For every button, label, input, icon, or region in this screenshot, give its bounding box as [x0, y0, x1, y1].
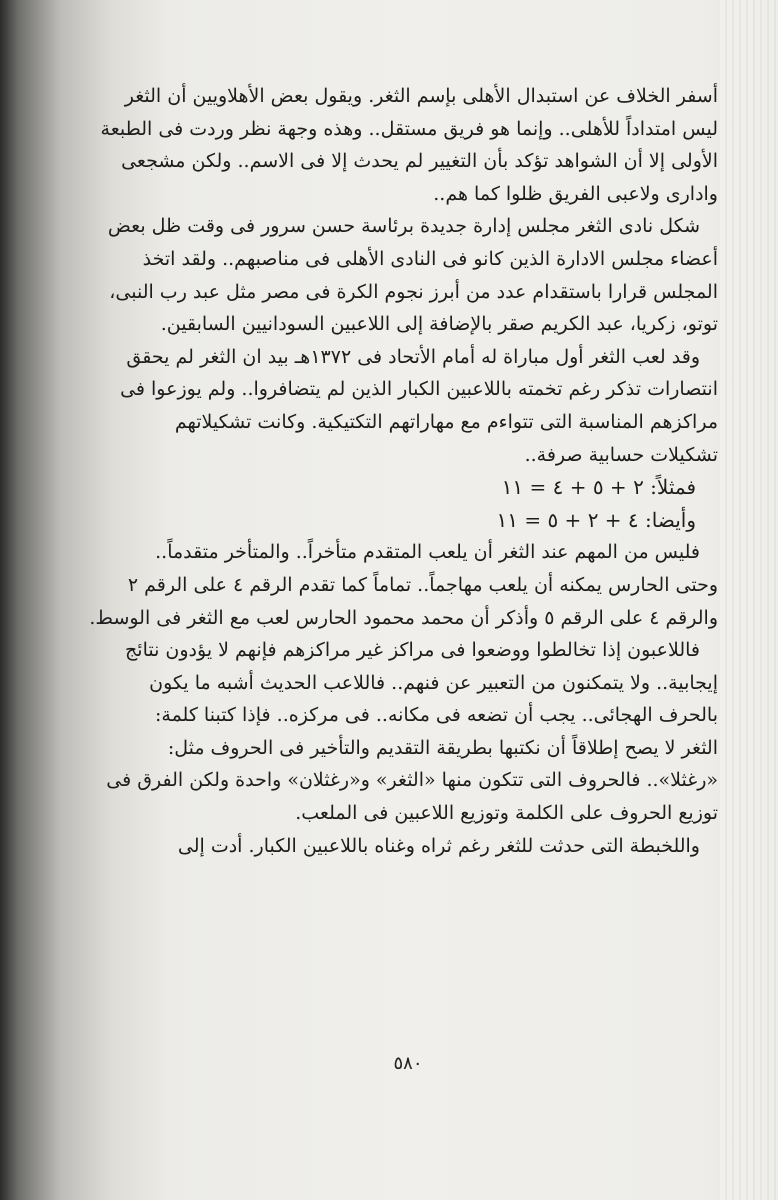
text-line: بالحرف الهجائى.. يجب أن تضعه فى مكانه.. فى مركزه.. فإذا كتبنا كلمة: [154, 704, 718, 727]
text-line: شكل نادى الثغر مجلس إدارة جديدة برئاسة حسن سرور فى وقت ظل بعض [107, 215, 700, 238]
text-line: فاللاعبون إذا تخالطوا ووضعوا فى مراكز غير مراكزهم فإنهم لا يؤدون نتائج [125, 639, 700, 662]
text-line: وقد لعب الثغر أول مباراة له أمام الأتحاد فى ١٣٧٢هـ بيد ان الثغر لم يحقق [126, 345, 700, 368]
text-line: توزيع الحروف على الكلمة وتوزيع اللاعبين فى الملعب. [295, 802, 718, 825]
equation-line: وأيضا: ٤ + ٢ + ٥ = ١١ [496, 507, 696, 532]
equation-line: فمثلاً: ٢ + ٥ + ٤ = ١١ [501, 475, 696, 500]
text-line: مراكزهم المناسبة التى تتواءم مع مهاراتهم التكتيكية. وكانت تشكيلاتهم [174, 410, 718, 433]
text-line: انتصارات تذكر رغم تخمته باللاعبين الكبار الذين لم يتضافروا.. ولم يوزعوا فى [120, 378, 718, 401]
text-line: أسفر الخلاف عن استبدال الأهلى بإسم الثغر. ويقول بعض الأهلاويين أن الثغر [124, 85, 718, 107]
text-line: فليس من المهم عند الثغر أن يلعب المتقدم متأخراً.. والمتأخر متقدماً.. [155, 541, 700, 564]
text-line: إيجابية.. ولا يتمكنون من التعبير عن فنهم.. فاللاعب الحديث أشبه ما يكون [149, 671, 718, 694]
text-line: المجلس قرارا باستقدام عدد من أبرز نجوم الكرة فى مصر مثل عبد رب النبى، [109, 280, 718, 303]
text-line: الأولى إلا أن الشواهد تؤكد بأن التغيير لم يحدث إلا فى الاسم.. ولكن مشجعى [121, 150, 718, 173]
text-line: الثغر لا يصح إطلاقاً أن نكتبها بطريقة التقديم والتأخير فى الحروف مثل: [167, 736, 718, 759]
text-line: تشكيلات حسابية صرفة.. [524, 443, 718, 466]
text-line: وحتى الحارس يمكنه أن يلعب مهاجماً.. تماماً كما تقدم الرقم ٤ على الرقم ٢ [127, 573, 718, 596]
text-line: واللخبطة التى حدثت للثغر رغم ثراه وغناه باللاعبين الكبار. أدت إلى [177, 834, 700, 857]
page-edges [720, 0, 778, 1200]
body-text [82, 80, 718, 862]
text-line: والرقم ٤ على الرقم ٥ وأذكر أن محمد محمود الحارس لعب مع الثغر فى الوسط. [89, 606, 718, 629]
text-line: توتو، زكريا، عبد الكريم صقر بالإضافة إلى اللاعبين السودانيين السابقين. [160, 313, 718, 336]
text-line: «رغثلا».. فالحروف التى تتكون منها «الثغر» و«رغثلان» واحدة ولكن الفرق فى [106, 769, 718, 792]
text-line: ليس امتداداً للأهلى.. وإنما هو فريق مستقل.. وهذه وجهة نظر وردت فى الطبعة [100, 117, 718, 140]
text-line: وادارى ولاعبى الفريق ظلوا كما هم.. [433, 182, 718, 205]
page-number: ٥٨٠ [393, 1053, 423, 1074]
text-line: أعضاء مجلس الادارة الذين كانو فى النادى الأهلى فى مناصبهم.. ولقد اتخذ [142, 247, 718, 270]
